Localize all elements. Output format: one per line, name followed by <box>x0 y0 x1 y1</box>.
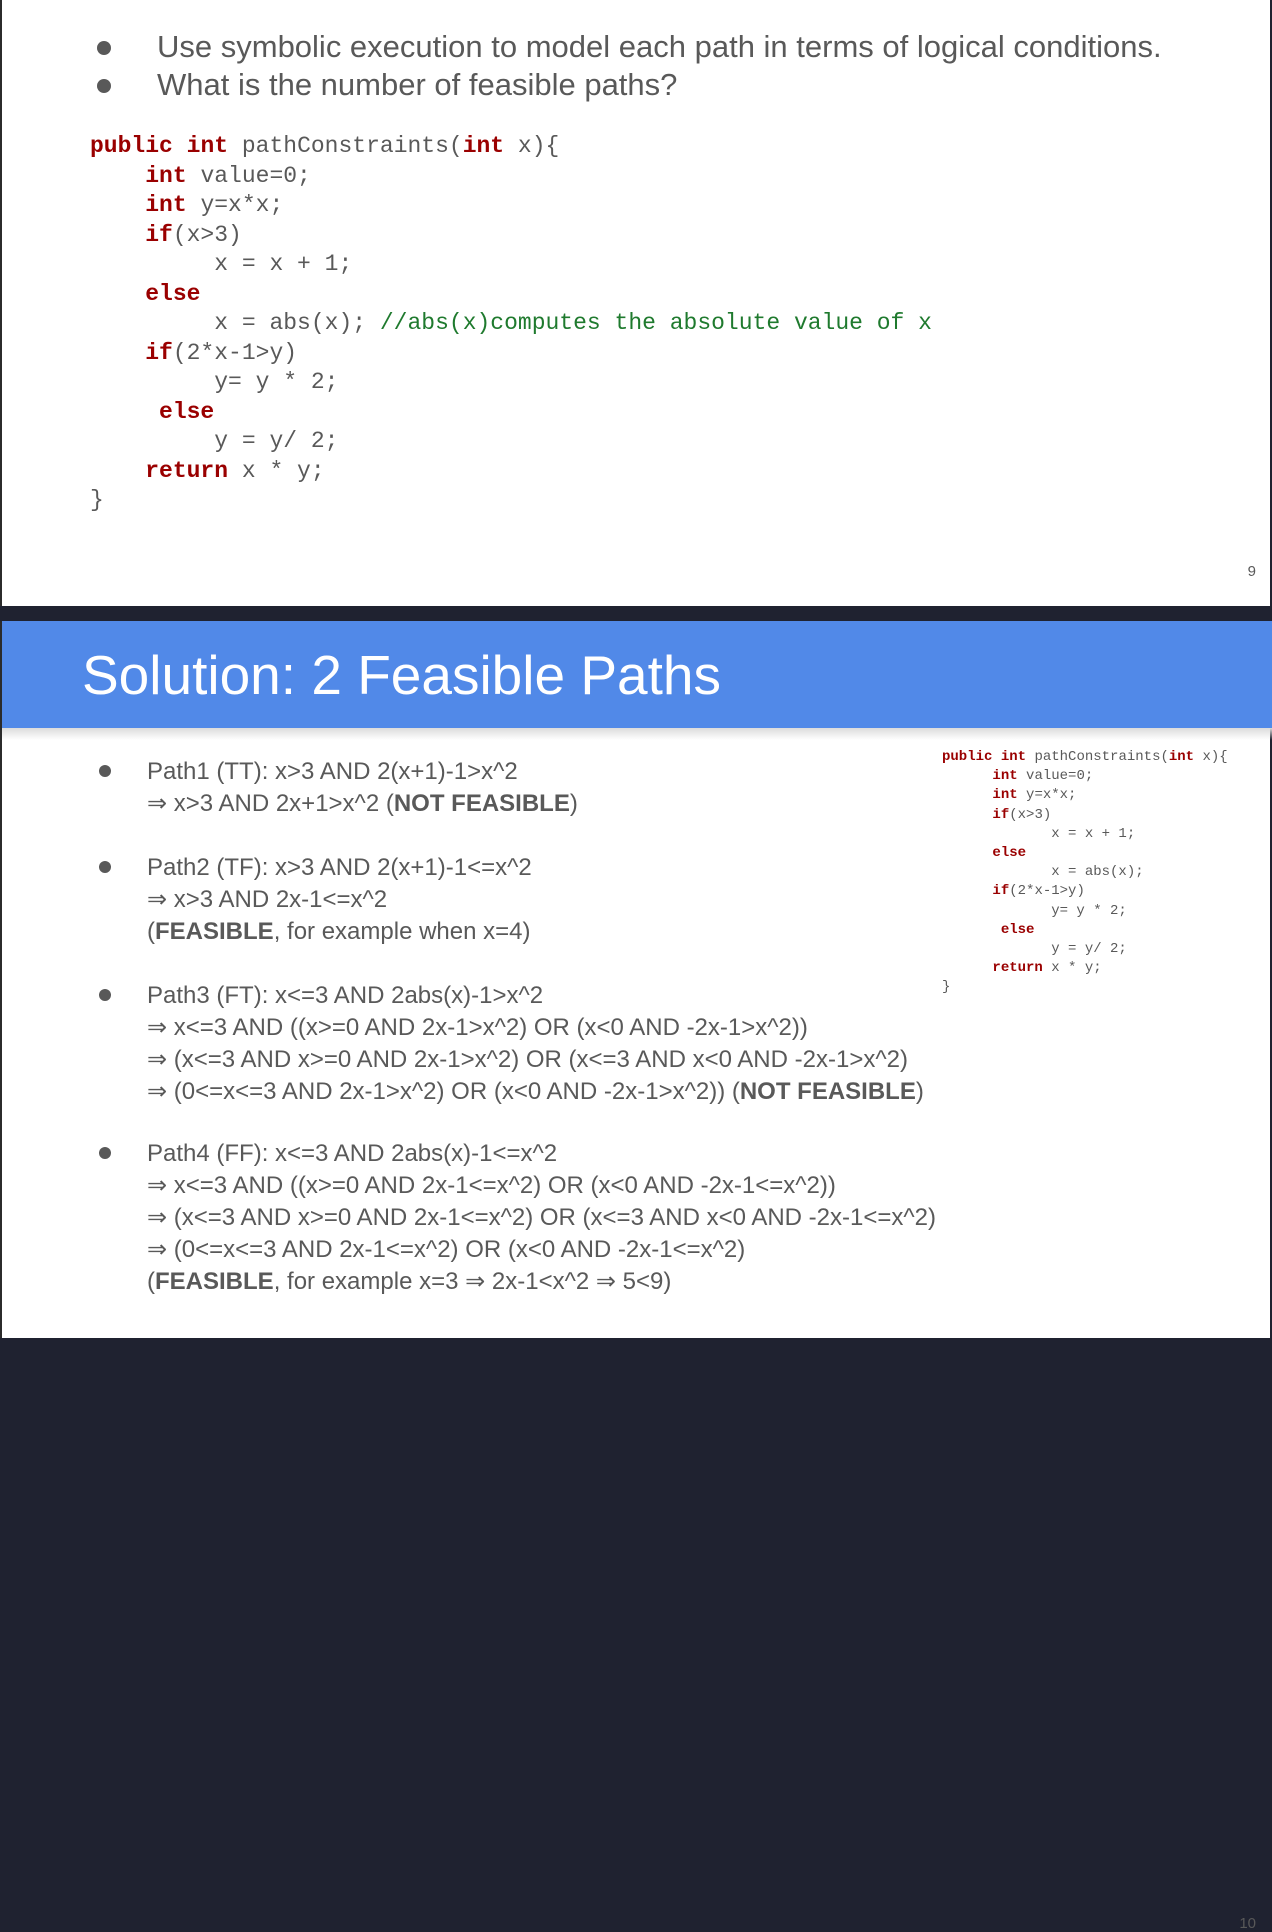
keyword: int <box>992 787 1018 804</box>
code-text: (2*x-1>y) <box>1009 883 1085 900</box>
bullet-dot-icon <box>97 41 111 55</box>
path-line: Path3 (FT): x<=3 AND 2abs(x)-1>x^2 <box>147 982 544 1009</box>
path-line <box>147 1076 924 1108</box>
keyword: else <box>145 280 201 307</box>
code-line <box>942 921 1228 940</box>
path-text-part: ) <box>569 790 578 817</box>
keyword: if <box>145 221 173 248</box>
bullet-dot-icon <box>99 1147 111 1159</box>
code-text: y = y/ 2; <box>1051 941 1127 958</box>
path-line: ⇒ x<=3 AND ((x>=0 AND 2x-1>x^2) OR (x<0 AND -2x-1>x^2)) <box>147 1014 808 1041</box>
path-line: Path4 (FF): x<=3 AND 2abs(x)-1<=x^2 <box>147 1140 558 1167</box>
code-text: y= y * 2; <box>1051 902 1127 919</box>
keyword: else <box>1000 921 1035 938</box>
code-line <box>942 767 1228 786</box>
keyword: public <box>942 749 993 765</box>
slide-9 <box>0 0 1270 606</box>
code-line <box>90 309 932 339</box>
code-text: x = x + 1; <box>1051 825 1136 842</box>
slide-10 <box>0 621 1270 1932</box>
bullet-dot-icon <box>99 989 111 1001</box>
keyword: if <box>992 806 1010 823</box>
code-text: y = y/ 2; <box>214 428 339 454</box>
keyword: if <box>992 883 1010 900</box>
code-block <box>90 132 932 516</box>
keyword: int <box>145 162 187 189</box>
keyword: return <box>145 457 229 484</box>
path-line <box>147 916 532 948</box>
code-text: value=0; <box>186 162 311 189</box>
keyword: int <box>992 768 1018 785</box>
keyword: int <box>145 192 187 218</box>
path-line <box>147 1266 936 1298</box>
code-line <box>942 902 1228 921</box>
bullet-dot-icon <box>97 79 111 93</box>
code-line <box>90 398 932 428</box>
code-block-small <box>942 748 1228 998</box>
code-line <box>942 940 1228 959</box>
code-line <box>942 959 1228 978</box>
path-line: Path2 (TF): x>3 AND 2(x+1)-1<=x^2 <box>147 854 532 881</box>
path-3-item <box>97 980 924 1108</box>
code-text: (x>3) <box>1009 806 1052 823</box>
path-text <box>147 980 924 1108</box>
code-line <box>90 221 932 251</box>
code-text: x){ <box>1194 749 1228 765</box>
question-list <box>97 28 1162 104</box>
code-line <box>90 368 932 398</box>
keyword: else <box>159 398 215 425</box>
code-line <box>90 280 932 310</box>
question-text: What is the number of feasible paths? <box>157 67 678 102</box>
keyword: int <box>462 133 505 159</box>
question-item <box>97 66 1162 104</box>
code-line <box>942 786 1228 805</box>
keyword: public <box>90 133 173 159</box>
code-line <box>90 486 932 516</box>
code-line <box>90 250 932 280</box>
code-line <box>942 978 1228 997</box>
keyword: return <box>992 960 1043 977</box>
verdict-label: FEASIBLE <box>155 1268 274 1295</box>
bullet-dot-icon <box>99 765 111 777</box>
code-line <box>942 748 1228 767</box>
code-line <box>90 339 932 369</box>
code-text: } <box>942 979 951 996</box>
path-text-part: ⇒ x>3 AND 2x+1>x^2 ( <box>147 790 394 817</box>
page-number: 9 <box>1247 563 1256 580</box>
verdict-label: FEASIBLE <box>155 918 274 945</box>
path-text-part: ) <box>915 1078 924 1105</box>
path-text-part: ⇒ (0<=x<=3 AND 2x-1>x^2) OR (x<0 AND -2x-1>x^2)) ( <box>147 1078 740 1105</box>
code-text: pathConstraints( <box>228 133 463 159</box>
verdict-label: NOT FEASIBLE <box>393 790 570 817</box>
code-line <box>942 863 1228 882</box>
path-text-part: ( <box>147 1268 155 1295</box>
question-item <box>97 28 1162 66</box>
keyword: int <box>1000 749 1027 765</box>
code-line <box>90 427 932 457</box>
keyword: if <box>145 339 173 366</box>
code-text: x * y; <box>1042 960 1102 977</box>
path-1-item <box>97 756 578 820</box>
code-line <box>90 162 932 192</box>
code-text: y= y * 2; <box>214 369 339 395</box>
path-line: ⇒ x>3 AND 2x-1<=x^2 <box>147 886 388 913</box>
path-line <box>147 788 578 820</box>
keyword: int <box>1168 749 1195 765</box>
code-text: (x>3) <box>172 221 242 248</box>
code-comment: //abs(x)computes the absolute value of x <box>379 310 932 336</box>
code-text: value=0; <box>1017 768 1094 785</box>
path-text <box>147 1138 936 1298</box>
code-text: x){ <box>504 133 560 159</box>
path-line: ⇒ x<=3 AND ((x>=0 AND 2x-1<=x^2) OR (x<0 AND -2x-1<=x^2)) <box>147 1172 836 1199</box>
code-text: pathConstraints( <box>1026 749 1169 765</box>
code-text: x = x + 1; <box>214 251 353 277</box>
path-text <box>147 756 578 820</box>
code-line <box>942 825 1228 844</box>
code-line <box>942 882 1228 901</box>
path-line: ⇒ (0<=x<=3 AND 2x-1<=x^2) OR (x<0 AND -2x-1<=x^2) <box>147 1236 746 1263</box>
code-text: x * y; <box>228 457 325 484</box>
path-text-part: , for example when x=4) <box>273 918 531 945</box>
code-text: x = abs(x); <box>214 310 380 336</box>
path-text-part: ( <box>147 918 155 945</box>
path-line: Path1 (TT): x>3 AND 2(x+1)-1>x^2 <box>147 758 518 785</box>
code-line <box>90 132 932 162</box>
keyword: else <box>992 845 1027 862</box>
path-line: ⇒ (x<=3 AND x>=0 AND 2x-1<=x^2) OR (x<=3 AND x<0 AND -2x-1<=x^2) <box>147 1204 936 1231</box>
code-line <box>90 457 932 487</box>
page-number: 10 <box>1239 1915 1256 1932</box>
path-4-item <box>97 1138 936 1298</box>
bullet-dot-icon <box>99 861 111 873</box>
title-bar <box>2 621 1272 728</box>
code-text: y=x*x; <box>1017 787 1077 804</box>
code-text: y=x*x; <box>186 192 284 218</box>
keyword: int <box>186 133 229 159</box>
code-text: (2*x-1>y) <box>172 339 298 366</box>
path-2-item <box>97 852 532 948</box>
code-line <box>942 844 1228 863</box>
slide-title: Solution: 2 Feasible Paths <box>82 644 721 706</box>
code-text: } <box>90 487 104 513</box>
verdict-label: NOT FEASIBLE <box>739 1078 916 1105</box>
path-text <box>147 852 532 948</box>
code-line <box>942 806 1228 825</box>
path-text-part: , for example x=3 ⇒ 2x-1<x^2 ⇒ 5<9) <box>273 1268 672 1295</box>
code-text: x = abs(x); <box>1051 864 1153 881</box>
question-text: Use symbolic execution to model each path in terms of logical conditions. <box>157 29 1162 64</box>
path-line: ⇒ (x<=3 AND x>=0 AND 2x-1>x^2) OR (x<=3 AND x<0 AND -2x-1>x^2) <box>147 1046 908 1073</box>
code-line <box>90 191 932 221</box>
